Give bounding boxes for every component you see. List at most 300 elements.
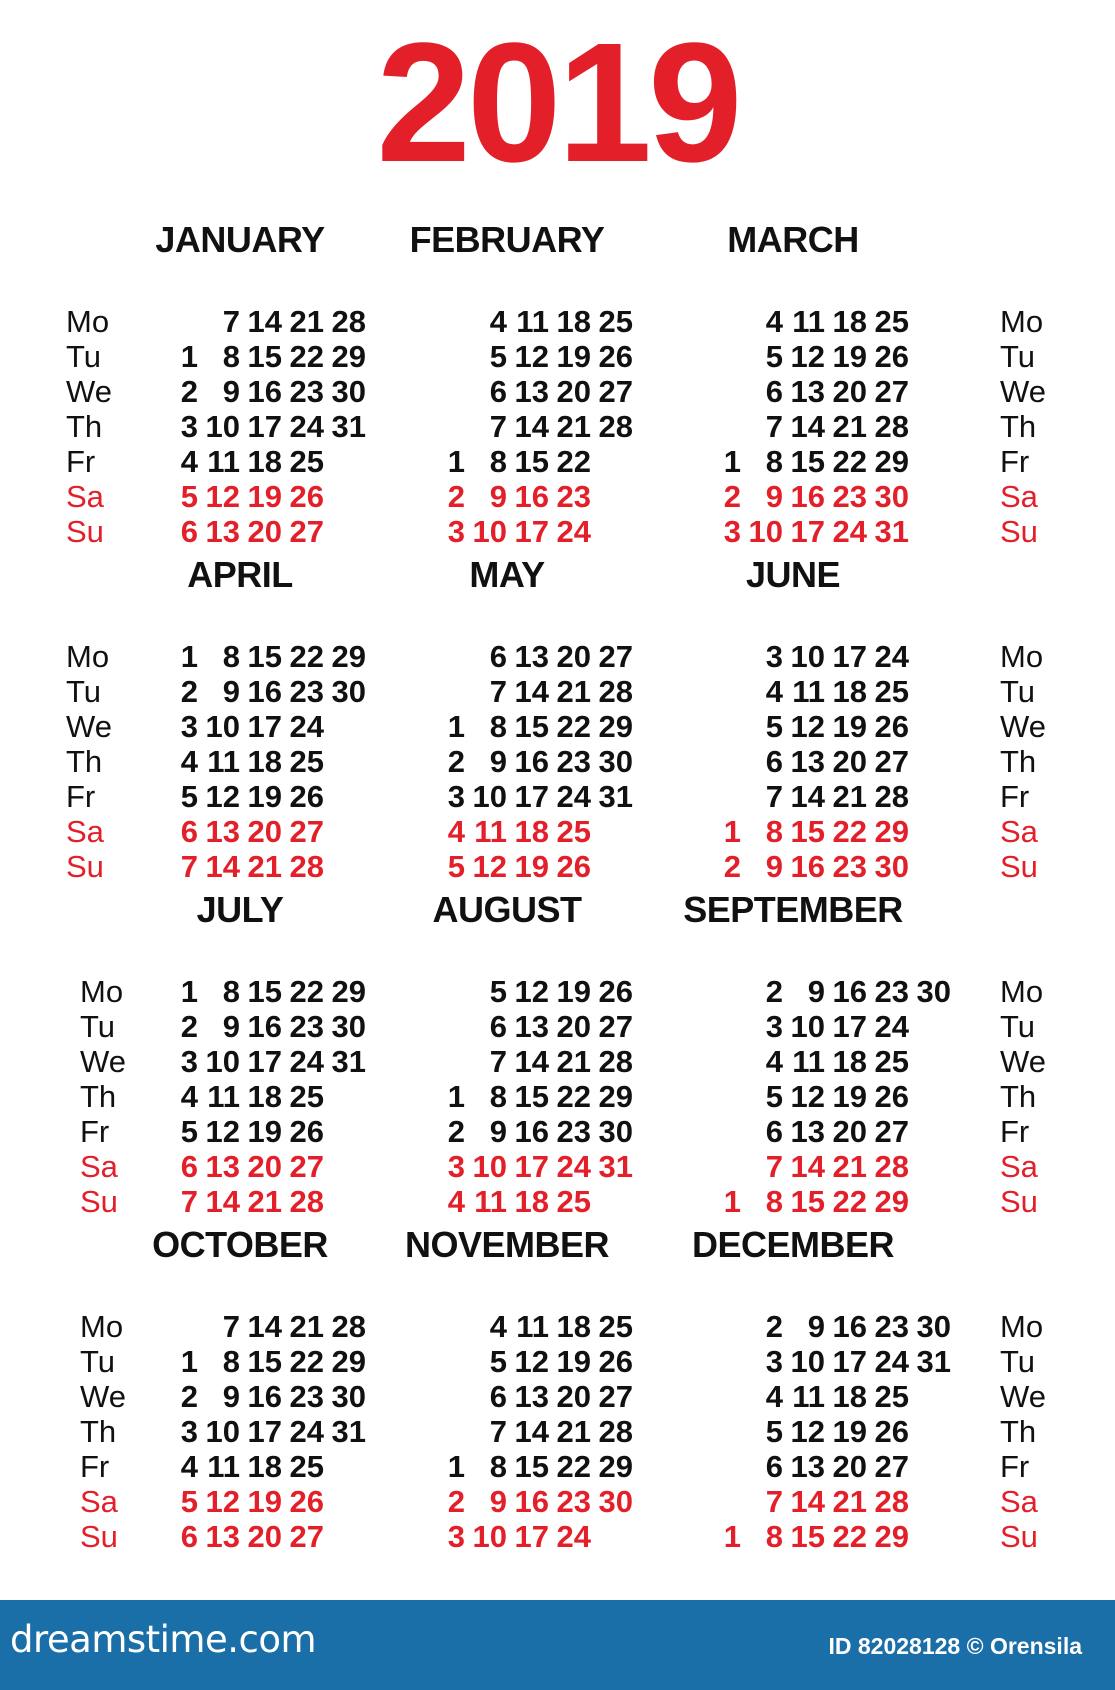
day-cell: 18	[832, 304, 867, 339]
weekday-label-left: Su	[80, 1519, 118, 1554]
day-cell: 27	[598, 374, 633, 409]
day-cell: 23	[556, 1484, 591, 1519]
day-cell: 31	[331, 1414, 366, 1449]
day-cell: 27	[598, 1009, 633, 1044]
day-cell: 13	[514, 639, 549, 674]
day-cell: 2	[447, 479, 465, 514]
weekday-label-left: Tu	[66, 339, 102, 374]
day-cell: 17	[247, 409, 282, 444]
day-cell: 8	[765, 444, 783, 479]
day-cell: 3	[180, 409, 198, 444]
day-cell: 27	[874, 744, 909, 779]
weekday-label-right: Tu	[1000, 674, 1036, 709]
day-cell: 4	[447, 1184, 465, 1219]
day-cell: 9	[807, 1309, 825, 1344]
day-cell: 14	[247, 1309, 282, 1344]
day-cell: 15	[247, 639, 282, 674]
day-cell: 6	[765, 1114, 783, 1149]
day-cell: 19	[247, 779, 282, 814]
day-cell: 3	[447, 779, 465, 814]
day-cell: 24	[874, 639, 909, 674]
day-cell: 25	[874, 674, 909, 709]
day-cell: 30	[331, 1009, 366, 1044]
weekday-label-left: Su	[66, 849, 104, 884]
day-cell: 17	[514, 1149, 549, 1184]
day-cell: 12	[790, 1079, 825, 1114]
day-cell: 16	[832, 1309, 867, 1344]
day-cell: 4	[447, 814, 465, 849]
day-cell: 4	[180, 1079, 198, 1114]
day-cell: 24	[556, 514, 591, 549]
day-cell: 30	[874, 849, 909, 884]
day-cell: 8	[222, 974, 240, 1009]
weekday-label-left: We	[80, 1379, 126, 1414]
day-cell: 31	[598, 1149, 633, 1184]
day-cell: 20	[832, 374, 867, 409]
day-cell: 21	[832, 1149, 867, 1184]
day-cell: 11	[516, 304, 549, 339]
day-cell: 23	[556, 479, 591, 514]
day-cell: 17	[832, 1344, 867, 1379]
day-cell: 29	[874, 1519, 909, 1554]
day-cell: 17	[247, 1414, 282, 1449]
day-cell: 12	[205, 479, 240, 514]
month-title: DECEMBER	[691, 1224, 894, 1265]
month-title: SEPTEMBER	[683, 889, 903, 930]
month-title: AUGUST	[432, 889, 582, 930]
day-cell: 23	[289, 1379, 324, 1414]
day-cell: 25	[289, 1079, 324, 1114]
day-cell: 19	[556, 339, 591, 374]
day-cell: 6	[489, 1009, 507, 1044]
day-cell: 8	[489, 1449, 507, 1484]
day-cell: 30	[331, 674, 366, 709]
weekday-label-right: Fr	[1000, 1449, 1030, 1484]
month-title: JUNE	[745, 554, 841, 595]
day-cell: 22	[289, 639, 324, 674]
day-cell: 11	[516, 1309, 549, 1344]
day-cell: 30	[874, 479, 909, 514]
day-cell: 11	[792, 1044, 825, 1079]
day-cell: 6	[489, 639, 507, 674]
day-cell: 21	[289, 1309, 324, 1344]
day-cell: 26	[874, 339, 909, 374]
day-cell: 28	[598, 674, 633, 709]
day-cell: 25	[874, 304, 909, 339]
day-cell: 22	[556, 709, 591, 744]
day-cell: 1	[447, 444, 465, 479]
day-cell: 21	[556, 674, 591, 709]
day-cell: 14	[514, 674, 549, 709]
day-cell: 4	[765, 674, 783, 709]
day-cell: 23	[556, 744, 591, 779]
day-cell: 15	[247, 339, 282, 374]
weekday-label-right: We	[1000, 374, 1046, 409]
day-cell: 21	[556, 409, 591, 444]
month-title: MAY	[469, 554, 545, 595]
day-cell: 17	[514, 779, 549, 814]
day-cell: 1	[180, 974, 198, 1009]
day-cell: 16	[514, 1114, 549, 1149]
weekday-label-left: Sa	[66, 814, 104, 849]
day-cell: 8	[489, 444, 507, 479]
day-cell: 3	[447, 1519, 465, 1554]
day-cell: 14	[514, 409, 549, 444]
day-cell: 3	[723, 514, 741, 549]
day-cell: 7	[489, 1044, 507, 1079]
day-cell: 13	[790, 1114, 825, 1149]
day-cell: 8	[489, 709, 507, 744]
day-cell: 7	[222, 304, 240, 339]
day-cell: 4	[765, 1379, 783, 1414]
day-cell: 19	[556, 1344, 591, 1379]
day-cell: 3	[447, 514, 465, 549]
day-cell: 24	[289, 1414, 324, 1449]
day-cell: 22	[289, 339, 324, 374]
day-cell: 30	[598, 744, 633, 779]
weekday-label-left: Mo	[80, 974, 124, 1009]
day-cell: 26	[289, 1484, 324, 1519]
day-cell: 24	[289, 709, 324, 744]
day-cell: 5	[180, 1484, 198, 1519]
day-cell: 29	[874, 814, 909, 849]
day-cell: 8	[489, 1079, 507, 1114]
day-cell: 11	[207, 1079, 240, 1114]
day-cell: 9	[222, 674, 240, 709]
day-cell: 24	[556, 1149, 591, 1184]
day-cell: 19	[247, 479, 282, 514]
day-cell: 5	[489, 339, 507, 374]
day-cell: 14	[790, 1484, 825, 1519]
day-cell: 18	[832, 674, 867, 709]
day-cell: 29	[874, 1184, 909, 1219]
day-cell: 14	[205, 849, 240, 884]
weekday-label-right: Su	[1000, 1519, 1038, 1554]
month-title: MARCH	[727, 219, 859, 260]
weekday-label-right: Tu	[1000, 339, 1036, 374]
day-cell: 2	[723, 849, 741, 884]
day-cell: 2	[180, 1379, 198, 1414]
day-cell: 27	[289, 1149, 324, 1184]
day-cell: 17	[247, 1044, 282, 1079]
day-cell: 6	[765, 744, 783, 779]
day-cell: 25	[556, 1184, 591, 1219]
day-cell: 7	[222, 1309, 240, 1344]
day-cell: 21	[247, 849, 282, 884]
day-cell: 23	[832, 479, 867, 514]
day-cell: 10	[748, 514, 783, 549]
day-cell: 29	[331, 639, 366, 674]
day-cell: 28	[874, 409, 909, 444]
day-cell: 25	[598, 1309, 633, 1344]
weekday-label-left: Th	[66, 409, 103, 444]
day-cell: 20	[832, 1449, 867, 1484]
day-cell: 4	[180, 744, 198, 779]
day-cell: 31	[331, 1044, 366, 1079]
day-cell: 16	[790, 479, 825, 514]
day-cell: 22	[289, 1344, 324, 1379]
weekday-label-left: Fr	[66, 444, 96, 479]
day-cell: 3	[447, 1149, 465, 1184]
weekday-label-right: Fr	[1000, 1114, 1030, 1149]
day-cell: 30	[598, 1114, 633, 1149]
day-cell: 14	[514, 1044, 549, 1079]
day-cell: 26	[874, 1079, 909, 1114]
day-cell: 15	[790, 444, 825, 479]
weekday-label-right: Mo	[1000, 1309, 1044, 1344]
day-cell: 29	[331, 974, 366, 1009]
day-cell: 27	[874, 1449, 909, 1484]
day-cell: 17	[514, 514, 549, 549]
weekday-label-left: Sa	[80, 1149, 118, 1184]
day-cell: 5	[765, 1414, 783, 1449]
day-cell: 1	[447, 1079, 465, 1114]
day-cell: 7	[180, 849, 198, 884]
weekday-label-left: Su	[66, 514, 104, 549]
day-cell: 3	[180, 1414, 198, 1449]
day-cell: 27	[289, 1519, 324, 1554]
day-cell: 19	[247, 1114, 282, 1149]
weekday-label-right: Sa	[1000, 1149, 1038, 1184]
day-cell: 15	[247, 974, 282, 1009]
day-cell: 20	[247, 1149, 282, 1184]
day-cell: 28	[874, 1484, 909, 1519]
day-cell: 17	[514, 1519, 549, 1554]
weekday-label-left: Fr	[66, 779, 96, 814]
month-title: FEBRUARY	[409, 219, 605, 260]
day-cell: 13	[205, 514, 240, 549]
day-cell: 7	[765, 1149, 783, 1184]
weekday-label-right: We	[1000, 709, 1046, 744]
day-cell: 8	[222, 639, 240, 674]
day-cell: 16	[832, 974, 867, 1009]
day-cell: 5	[447, 849, 465, 884]
weekday-label-right: Tu	[1000, 1009, 1036, 1044]
day-cell: 3	[180, 1044, 198, 1079]
day-cell: 12	[790, 709, 825, 744]
day-cell: 30	[916, 974, 951, 1009]
day-cell: 10	[472, 1519, 507, 1554]
day-cell: 15	[514, 444, 549, 479]
day-cell: 22	[556, 444, 591, 479]
day-cell: 15	[790, 1184, 825, 1219]
brand-logo[interactable]: dreamstime.com	[10, 1618, 317, 1661]
day-cell: 20	[556, 1379, 591, 1414]
day-cell: 18	[556, 1309, 591, 1344]
day-cell: 12	[472, 849, 507, 884]
day-cell: 5	[180, 1114, 198, 1149]
day-cell: 8	[765, 1184, 783, 1219]
day-cell: 2	[447, 1114, 465, 1149]
day-cell: 9	[489, 479, 507, 514]
weekday-label-left: Th	[66, 744, 103, 779]
day-cell: 4	[489, 1309, 507, 1344]
day-cell: 14	[247, 304, 282, 339]
day-cell: 3	[765, 639, 783, 674]
day-cell: 11	[207, 1449, 240, 1484]
day-cell: 21	[556, 1044, 591, 1079]
day-cell: 27	[874, 1114, 909, 1149]
day-cell: 13	[790, 744, 825, 779]
day-cell: 10	[205, 1044, 240, 1079]
day-cell: 29	[331, 1344, 366, 1379]
day-cell: 9	[489, 1484, 507, 1519]
day-cell: 19	[247, 1484, 282, 1519]
day-cell: 28	[331, 1309, 366, 1344]
day-cell: 21	[556, 1414, 591, 1449]
day-cell: 26	[289, 479, 324, 514]
day-cell: 5	[489, 974, 507, 1009]
day-cell: 13	[205, 814, 240, 849]
weekday-label-left: Tu	[80, 1344, 116, 1379]
day-cell: 3	[765, 1344, 783, 1379]
day-cell: 28	[598, 1044, 633, 1079]
day-cell: 20	[247, 814, 282, 849]
day-cell: 28	[598, 409, 633, 444]
day-cell: 29	[331, 339, 366, 374]
weekday-label-right: Sa	[1000, 814, 1038, 849]
weekday-label-left: Sa	[80, 1484, 118, 1519]
day-cell: 4	[180, 1449, 198, 1484]
day-cell: 1	[180, 639, 198, 674]
day-cell: 28	[874, 1149, 909, 1184]
day-cell: 13	[514, 1379, 549, 1414]
day-cell: 31	[916, 1344, 951, 1379]
day-cell: 16	[247, 1379, 282, 1414]
day-cell: 9	[222, 374, 240, 409]
day-cell: 28	[289, 1184, 324, 1219]
day-cell: 13	[205, 1149, 240, 1184]
day-cell: 22	[556, 1079, 591, 1114]
day-cell: 19	[832, 1414, 867, 1449]
day-cell: 14	[514, 1414, 549, 1449]
weekday-label-left: Th	[80, 1079, 117, 1114]
day-cell: 12	[514, 339, 549, 374]
day-cell: 1	[180, 339, 198, 374]
day-cell: 9	[222, 1009, 240, 1044]
weekday-label-right: Mo	[1000, 639, 1044, 674]
day-cell: 24	[556, 779, 591, 814]
day-cell: 17	[832, 1009, 867, 1044]
day-cell: 16	[247, 674, 282, 709]
day-cell: 12	[205, 1484, 240, 1519]
day-cell: 25	[289, 444, 324, 479]
day-cell: 12	[790, 1414, 825, 1449]
day-cell: 1	[180, 1344, 198, 1379]
day-cell: 26	[289, 779, 324, 814]
day-cell: 10	[790, 1344, 825, 1379]
day-cell: 22	[289, 974, 324, 1009]
weekday-label-left: Fr	[80, 1449, 110, 1484]
weekday-label-right: Mo	[1000, 974, 1044, 1009]
day-cell: 5	[489, 1344, 507, 1379]
day-cell: 28	[331, 304, 366, 339]
day-cell: 31	[331, 409, 366, 444]
month-title: APRIL	[187, 554, 293, 595]
month-title: OCTOBER	[152, 1224, 328, 1265]
day-cell: 18	[514, 1184, 549, 1219]
day-cell: 15	[790, 814, 825, 849]
day-cell: 30	[598, 1484, 633, 1519]
day-cell: 26	[289, 1114, 324, 1149]
day-cell: 15	[247, 1344, 282, 1379]
day-cell: 2	[765, 974, 783, 1009]
day-cell: 11	[792, 1379, 825, 1414]
weekday-label-right: Su	[1000, 1184, 1038, 1219]
day-cell: 23	[556, 1114, 591, 1149]
day-cell: 9	[489, 1114, 507, 1149]
weekday-label-right: Mo	[1000, 304, 1044, 339]
day-cell: 12	[790, 339, 825, 374]
day-cell: 30	[331, 1379, 366, 1414]
day-cell: 15	[790, 1519, 825, 1554]
weekday-label-left: Fr	[80, 1114, 110, 1149]
day-cell: 7	[489, 1414, 507, 1449]
day-cell: 31	[598, 779, 633, 814]
day-cell: 10	[472, 779, 507, 814]
day-cell: 25	[874, 1044, 909, 1079]
day-cell: 14	[790, 779, 825, 814]
day-cell: 19	[832, 709, 867, 744]
day-cell: 9	[222, 1379, 240, 1414]
day-cell: 4	[489, 304, 507, 339]
day-cell: 11	[207, 444, 240, 479]
day-cell: 6	[765, 1449, 783, 1484]
day-cell: 7	[765, 779, 783, 814]
day-cell: 24	[289, 1044, 324, 1079]
day-cell: 26	[556, 849, 591, 884]
day-cell: 2	[180, 1009, 198, 1044]
day-cell: 14	[205, 1184, 240, 1219]
day-cell: 21	[832, 1484, 867, 1519]
day-cell: 26	[874, 1414, 909, 1449]
day-cell: 10	[205, 409, 240, 444]
weekday-label-right: Th	[1000, 744, 1037, 779]
day-cell: 13	[790, 1449, 825, 1484]
weekday-label-left: Sa	[66, 479, 104, 514]
day-cell: 7	[489, 674, 507, 709]
day-cell: 25	[874, 1379, 909, 1414]
day-cell: 4	[765, 1044, 783, 1079]
day-cell: 5	[180, 779, 198, 814]
year-title: 2019	[376, 8, 739, 198]
weekday-label-left: Mo	[80, 1309, 124, 1344]
weekday-label-left: We	[80, 1044, 126, 1079]
day-cell: 10	[472, 1149, 507, 1184]
day-cell: 20	[556, 1009, 591, 1044]
day-cell: 12	[205, 779, 240, 814]
day-cell: 30	[916, 1309, 951, 1344]
day-cell: 10	[790, 639, 825, 674]
day-cell: 29	[598, 709, 633, 744]
day-cell: 27	[289, 514, 324, 549]
day-cell: 5	[765, 339, 783, 374]
day-cell: 18	[556, 304, 591, 339]
day-cell: 2	[447, 1484, 465, 1519]
month-title: JULY	[196, 889, 284, 930]
day-cell: 20	[832, 744, 867, 779]
day-cell: 26	[598, 974, 633, 1009]
weekday-label-right: Sa	[1000, 1484, 1038, 1519]
day-cell: 25	[289, 1449, 324, 1484]
day-cell: 17	[832, 639, 867, 674]
day-cell: 10	[205, 1414, 240, 1449]
day-cell: 12	[514, 1344, 549, 1379]
day-cell: 28	[874, 779, 909, 814]
day-cell: 16	[247, 374, 282, 409]
day-cell: 9	[807, 974, 825, 1009]
day-cell: 16	[514, 1484, 549, 1519]
